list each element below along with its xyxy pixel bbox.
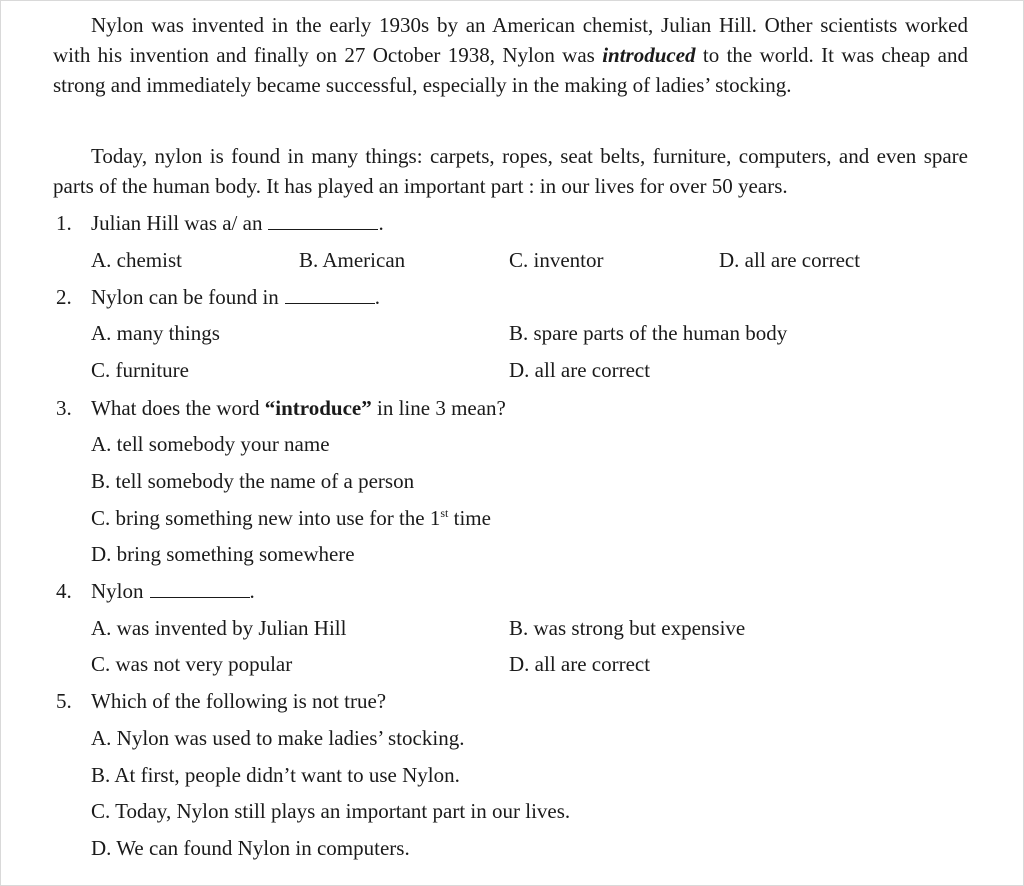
- option-2b[interactable]: B. spare parts of the human body: [509, 321, 788, 345]
- passage-text: to the world. It was cheap and strong and immediately became successful, especially in the making of ladies’ stocking.: [53, 43, 968, 97]
- passage-paragraph-1: [53, 10, 968, 100]
- option-3d[interactable]: D. bring something somewhere: [91, 542, 355, 566]
- option-5d[interactable]: D. We can found Nylon in computers.: [91, 836, 410, 860]
- question-number: 4.: [56, 579, 72, 603]
- option-5a[interactable]: A. Nylon was used to make ladies’ stocking.: [91, 726, 465, 750]
- emphasized-word: introduced: [602, 43, 696, 67]
- question-4-text: Nylon .: [91, 579, 255, 603]
- question-2-text: Nylon can be found in .: [91, 285, 381, 309]
- option-1c[interactable]: C. inventor: [509, 248, 604, 272]
- option-4a[interactable]: A. was invented by Julian Hill: [91, 616, 347, 640]
- passage-text: Nylon was invented in the early 1930s by an American chemist, Julian Hill. Other scientists worked with his invention and finally on 27 October 1938, Nylon was: [53, 13, 968, 67]
- option-1b[interactable]: B. American: [299, 248, 406, 272]
- question-number: 2.: [56, 285, 72, 309]
- option-4c[interactable]: C. was not very popular: [91, 652, 293, 676]
- option-1a[interactable]: A. chemist: [91, 248, 182, 272]
- option-3a[interactable]: A. tell somebody your name: [91, 432, 330, 456]
- question-3-text: What does the word “introduce” in line 3 mean?: [91, 396, 506, 420]
- option-1d[interactable]: D. all are correct: [719, 248, 861, 272]
- option-3b[interactable]: B. tell somebody the name of a person: [91, 469, 415, 493]
- answer-blank: [268, 211, 378, 230]
- option-4b[interactable]: B. was strong but expensive: [509, 616, 746, 640]
- option-4d[interactable]: D. all are correct: [509, 652, 651, 676]
- option-2c[interactable]: C. furniture: [91, 358, 189, 382]
- option-2d[interactable]: D. all are correct: [509, 358, 651, 382]
- option-3c[interactable]: C. bring something new into use for the 1st time: [91, 506, 491, 530]
- passage-text: Today, nylon is found in many things: carpets, ropes, seat belts, furniture, computers, and even spare parts of the human body. It has played an important part : in our lives for over 50 years.: [53, 144, 968, 198]
- option-5c[interactable]: C. Today, Nylon still plays an important part in our lives.: [91, 799, 571, 823]
- option-5b[interactable]: B. At first, people didn’t want to use Nylon.: [91, 763, 460, 787]
- question-1-text: Julian Hill was a/ an .: [91, 211, 384, 235]
- option-2a[interactable]: A. many things: [91, 321, 220, 345]
- question-number: 5.: [56, 689, 72, 713]
- question-5-text: Which of the following is not true?: [91, 689, 387, 713]
- passage-paragraph-2: [53, 141, 968, 201]
- question-number: 3.: [56, 396, 72, 420]
- answer-blank: [150, 579, 250, 598]
- question-number: 1.: [56, 211, 72, 235]
- answer-blank: [285, 285, 375, 304]
